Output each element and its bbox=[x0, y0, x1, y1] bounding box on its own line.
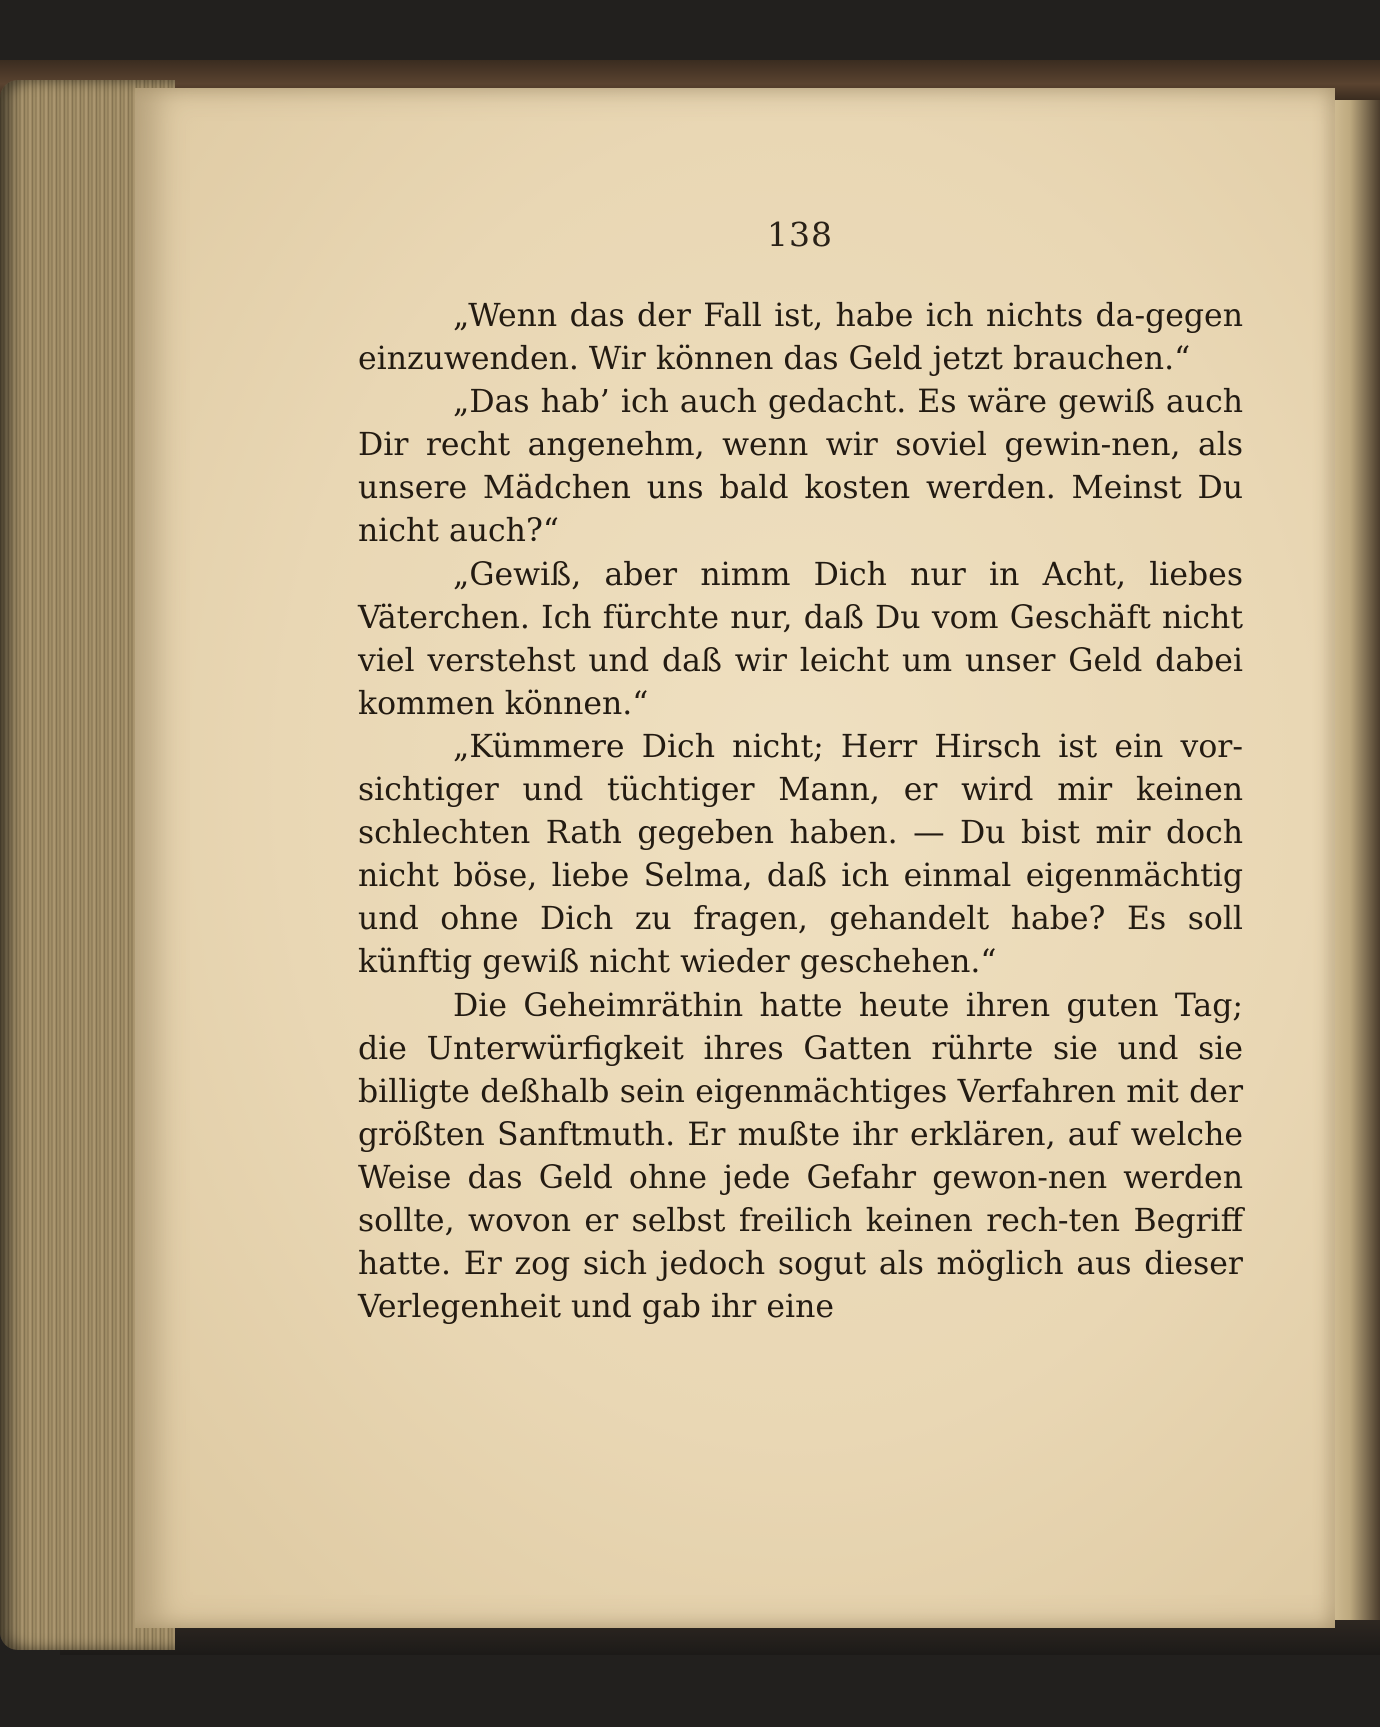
page-number: 138 bbox=[767, 215, 833, 254]
paragraph: „Das hab’ ich auch gedacht. Es wäre gewiß auch Dir recht angenehm, wenn wir soviel gewin-nen, als unsere Mädchen uns bald kosten werden. Meinst Du nicht auch?“ bbox=[358, 384, 1243, 550]
page-text bbox=[358, 295, 1243, 1329]
page-right-edge bbox=[1330, 100, 1380, 1620]
paragraph: „Gewiß, aber nimm Dich nur in Acht, liebes Väterchen. Ich fürchte nur, daß Du vom Geschäft nicht viel verstehst und daß wir leicht um unser Geld dabei kommen können.“ bbox=[358, 556, 1243, 722]
paragraph: Die Geheimräthin hatte heute ihren guten Tag; die Unterwürfigkeit ihres Gatten rührte sie und sie billigte deßhalb sein eigenmächtiges Verfahren mit der größten Sanftmuth. Er mußte ihr erklären, auf welche Weise das Geld ohne jede Gefahr gewon-nen werden sollte, wovon er selbst freilich keinen rech-ten Begriff hatte. Er zog sich jedoch sogut als möglich aus dieser Verlegenheit und gab ihr eine bbox=[358, 987, 1243, 1326]
paragraph: „Kümmere Dich nicht; Herr Hirsch ist ein vor-sichtiger und tüchtiger Mann, er wird mir keinen schlechten Rath gegeben haben. — Du bist mir doch nicht böse, liebe Selma, daß ich einmal eigenmächtig und ohne Dich zu fragen, gehandelt habe? Es soll künftig gewiß nicht wieder geschehen.“ bbox=[358, 728, 1243, 981]
paragraph: „Wenn das der Fall ist, habe ich nichts da-gegen einzuwenden. Wir können das Geld jetzt brauchen.“ bbox=[358, 298, 1243, 378]
